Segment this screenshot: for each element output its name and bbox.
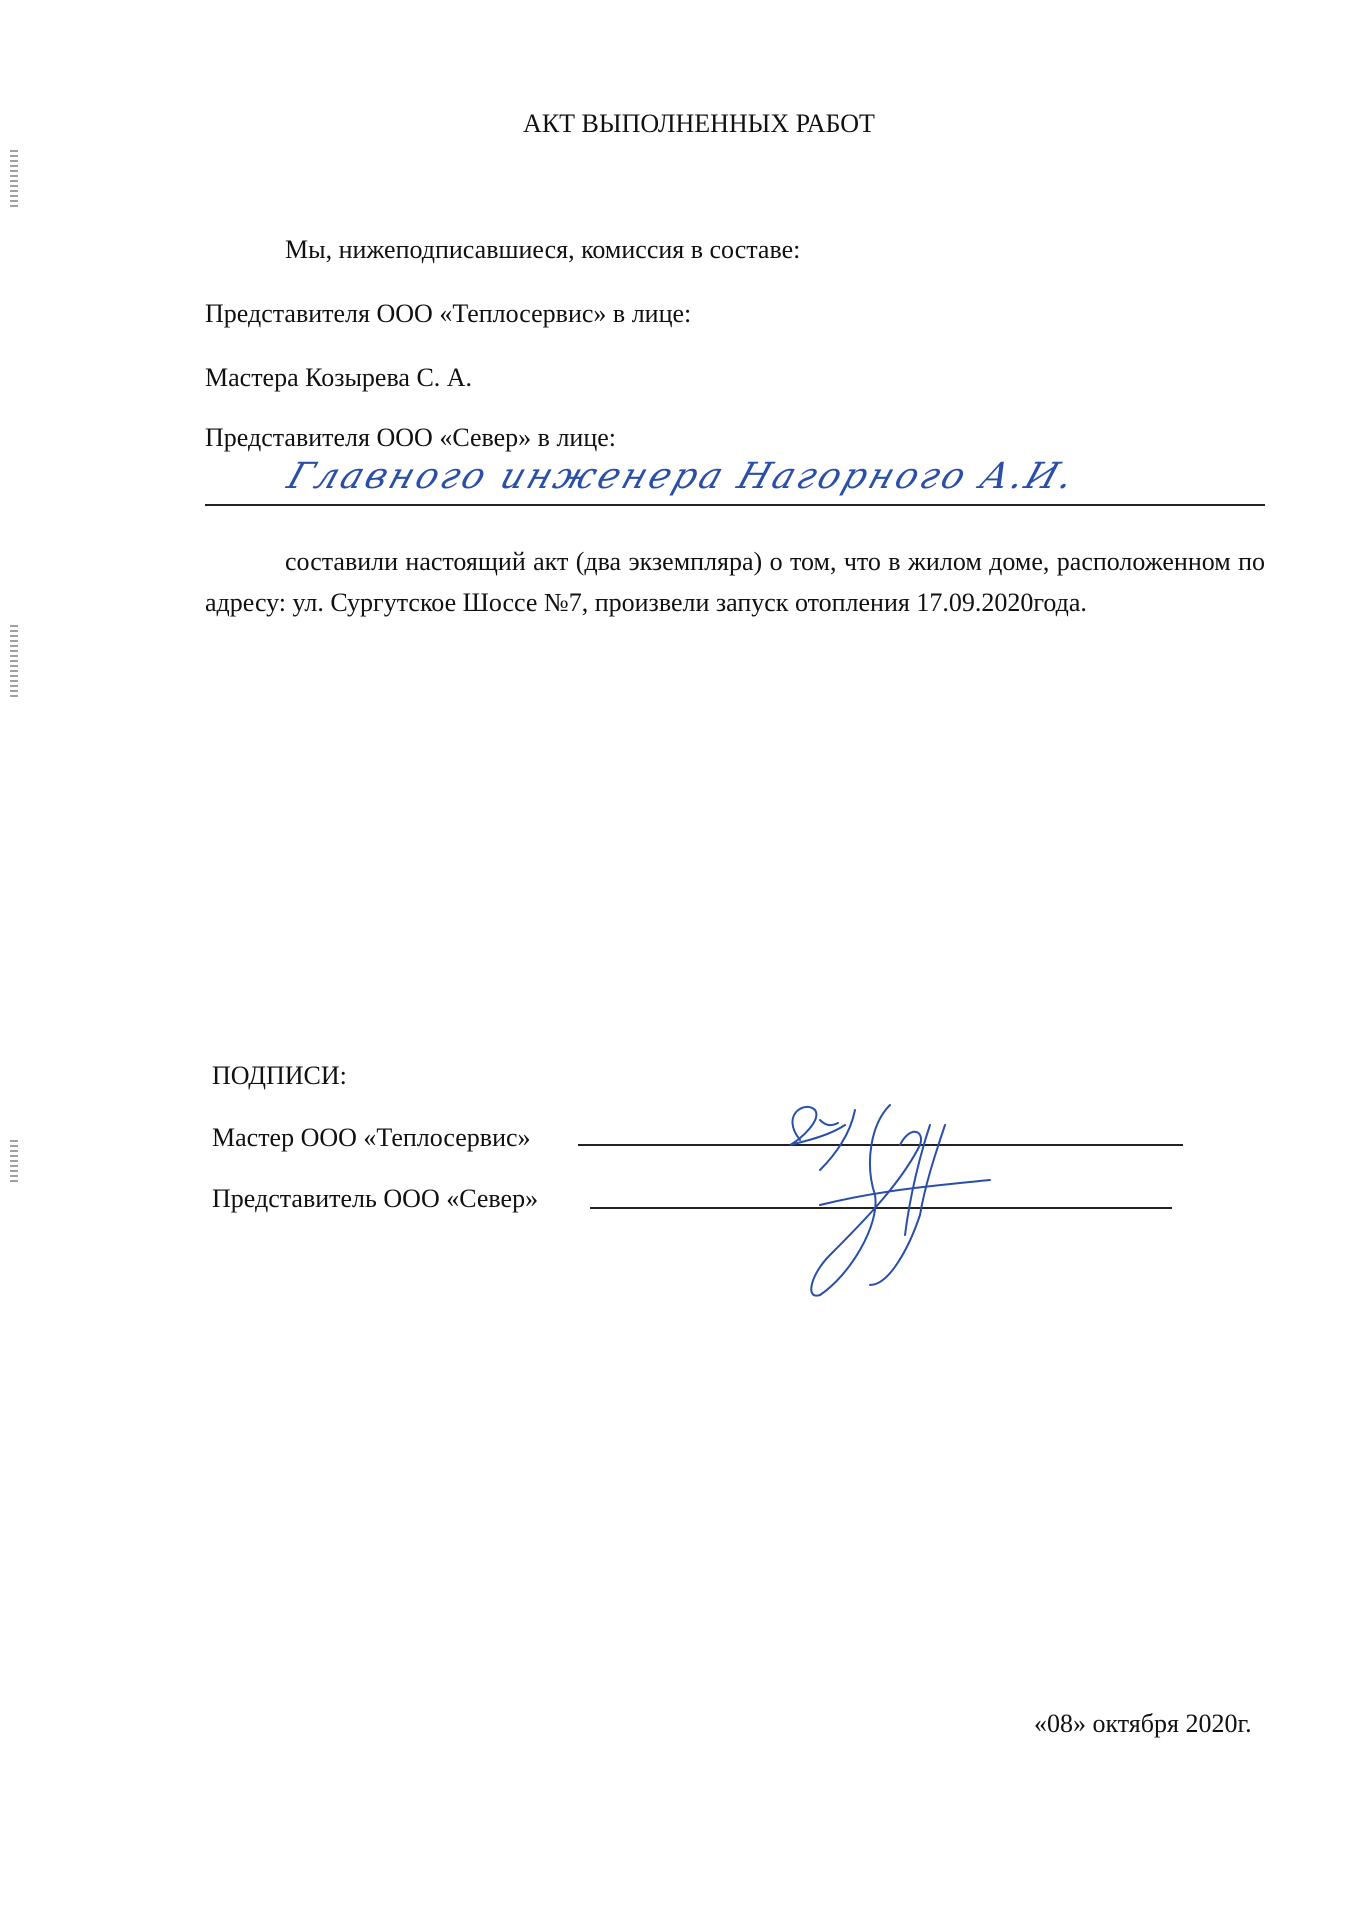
- document-title: АКТ ВЫПОЛНЕННЫХ РАБОТ: [523, 109, 875, 138]
- rep1-label: Представителя ООО «Теплосервис» в лице:: [205, 299, 692, 328]
- rep2-handwritten-field: [205, 456, 1265, 506]
- scan-edge-mark: [10, 1140, 18, 1185]
- underline: [205, 504, 1265, 506]
- signer2-label: Представитель ООО «Север»: [212, 1184, 539, 1213]
- signer1-label: Мастер ООО «Теплосервис»: [212, 1123, 531, 1152]
- rep1-name: Мастера Козырева С. А.: [205, 363, 473, 392]
- scan-edge-mark: [10, 150, 18, 210]
- body-paragraph: составили настоящий акт (два экземпляра) о том, что в жилом доме, расположенном по адресу: ул. Сургутское Шоссе №7, произвели запуск отопления 17.09.2020года.: [205, 547, 1265, 617]
- rep2-label: Представителя ООО «Север» в лице:: [205, 423, 617, 452]
- handwritten-signature: [760, 1085, 1060, 1315]
- signatures-heading: ПОДПИСИ:: [212, 1061, 347, 1090]
- scan-edge-mark: [10, 625, 18, 700]
- document-date: «08» октября 2020г.: [1034, 1709, 1252, 1738]
- intro-text: Мы, нижеподписавшиеся, комиссия в составе:: [285, 235, 801, 264]
- rep2-handwritten-name: Главного инженера Нагорного А.И.: [282, 456, 1082, 497]
